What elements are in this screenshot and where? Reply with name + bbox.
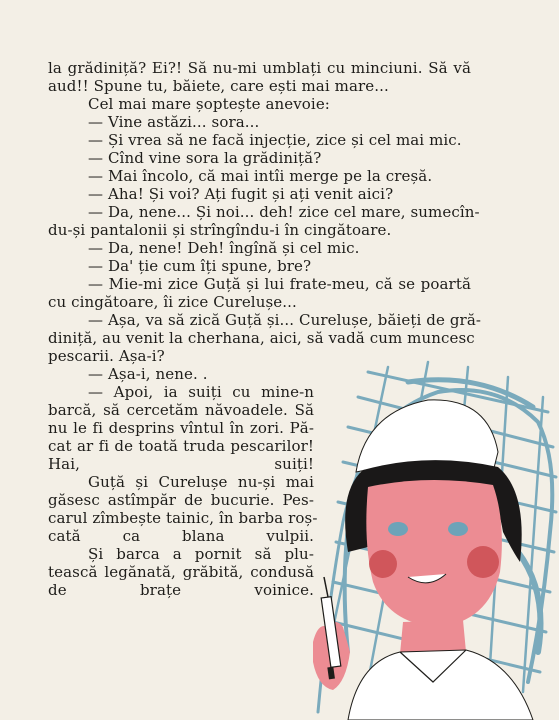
text-line: de brațe voinice. xyxy=(48,581,314,599)
text-line: cată ca blana vulpii. xyxy=(48,527,314,545)
text-line: — Apoi, ia suiți cu mine-n xyxy=(88,383,314,401)
text-line: cat ar fi de toată truda pescarilor! xyxy=(48,437,314,455)
text-line: — Așa, va să zică Guță și... Curelușe, băieți de gră- xyxy=(88,311,482,329)
cheek xyxy=(369,550,397,578)
text-line: — Da, nene! Deh! îngînă și cel mic. xyxy=(88,239,360,257)
text-line: găsesc astîmpăr de bucurie. Pes- xyxy=(48,491,314,509)
text-line: carul zîmbește tainic, în barba roș- xyxy=(48,509,318,527)
text-line: nu le fi desprins vîntul în zori. Pă- xyxy=(48,419,314,437)
cheek xyxy=(467,546,499,578)
text-line: Guță și Curelușe nu-și mai xyxy=(88,473,314,491)
text-line: — Așa-i, nene. . xyxy=(88,365,208,383)
text-line: — Da, nene... Și noi... deh! zice cel mare, sumecîn- xyxy=(88,203,480,221)
text-line: Și barca a pornit să plu- xyxy=(88,545,314,563)
text-line: tească legănată, grăbită, condusă xyxy=(48,563,314,581)
text-line: Cel mai mare șoptește anevoie: xyxy=(88,95,330,113)
text-line: barcă, să cercetăm năvoadele. Să xyxy=(48,401,314,419)
text-line: — Și vrea să ne facă injecție, zice și cel mai mic. xyxy=(88,131,462,149)
text-line: la grădiniță? Ei?! Să nu-mi umblați cu minciuni. Să vă xyxy=(48,59,471,77)
eye xyxy=(388,522,408,536)
text-line: — Mai încolo, că mai intîi merge pe la creșă. xyxy=(88,167,433,185)
text-line: — Aha! Și voi? Ați fugit și ați venit aici? xyxy=(88,185,394,203)
text-line: Hai, suiți! xyxy=(48,455,314,473)
neck xyxy=(400,620,466,654)
text-line: aud!! Spune tu, băiete, care ești mai mare... xyxy=(48,77,389,95)
text-line: pescarii. Așa-i? xyxy=(48,347,165,365)
text-line: cu cingătoare, îi zice Curelușe... xyxy=(48,293,297,311)
text-line: diniță, au venit la cherhana, aici, să vadă cum muncesc xyxy=(48,329,475,347)
text-line: — Mie-mi zice Guță și lui frate-meu, că se poartă xyxy=(88,275,471,293)
eye xyxy=(448,522,468,536)
text-line: du-și pantalonii și strîngîndu-i în cingătoare. xyxy=(48,221,392,239)
text-line: — Vine astăzi... sora... xyxy=(88,113,260,131)
uniform xyxy=(348,650,533,720)
text-line: — Da' ție cum îți spune, bre? xyxy=(88,257,312,275)
nurse-illustration xyxy=(288,352,559,720)
text-line: — Cînd vine sora la grădiniță? xyxy=(88,149,322,167)
